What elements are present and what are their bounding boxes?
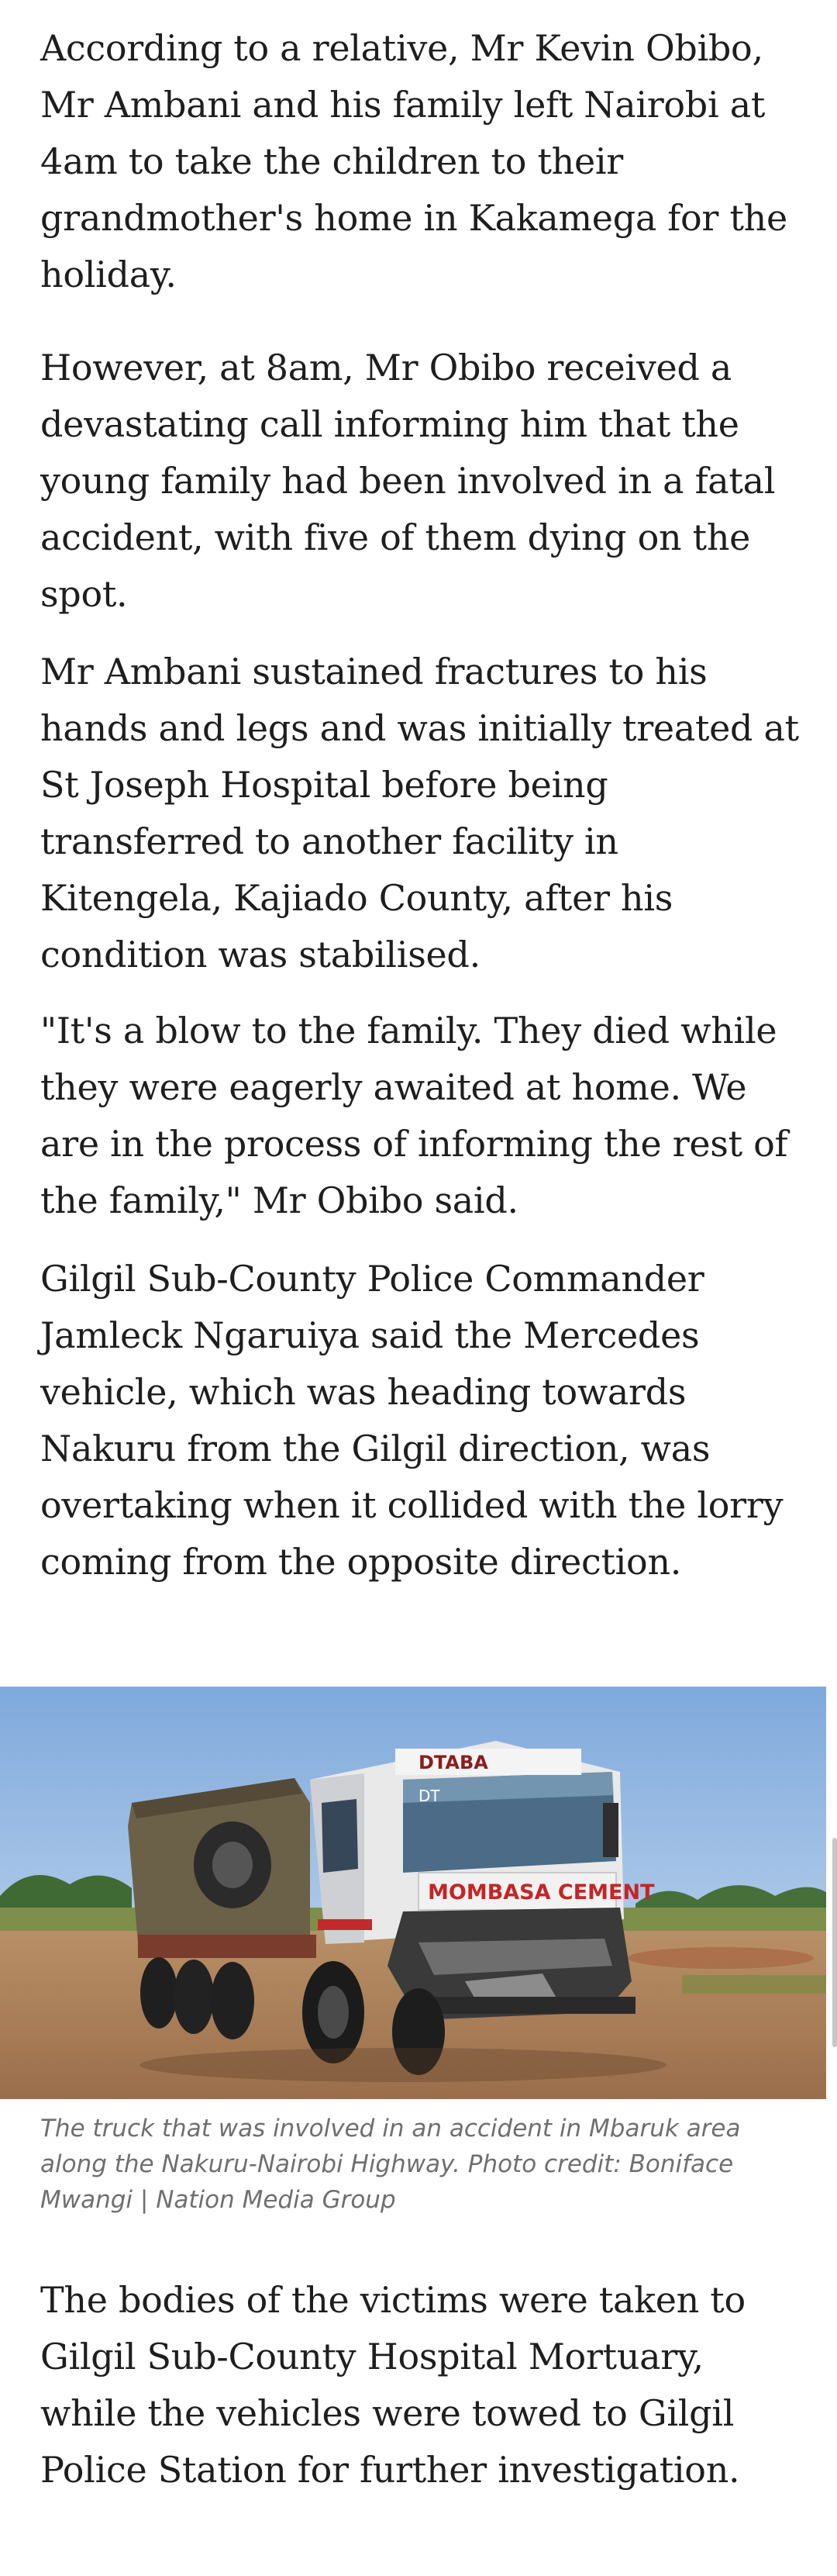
truck-sign-text: MOMBASA CEMENT [428,1880,655,1904]
article-paragraph: Gilgil Sub-County Police Commander Jamleck Ngaruiya said the Mercedes vehicle, which was heading towards Nakuru from the Gilgil direction, was overtaking when it collided with the lorry coming from the opposite direction. [40,1258,784,1583]
article-paragraph: The bodies of the victims were taken to Gilgil Sub-County Hospital Mortuary, while the vehicles were towed to Gilgil Police Station for further investigation. [40,2279,746,2491]
scrollbar-thumb[interactable] [832,1838,837,2047]
truck-roof-text: DTABA [418,1752,488,1773]
article-paragraph: However, at 8am, Mr Obibo received a devastating call informing him that the young family had been involved in a fatal accident, with five of them dying on the spot. [40,347,776,615]
article-paragraph: "It's a blow to the family. They died while they were eagerly awaited at home. We are in the process of informing the rest of the family," Mr Obibo said. [40,1010,788,1221]
photo-caption: The truck that was involved in an accident in Mbaruk area along the Nakuru-Nairobi Highway. Photo credit: Boniface Mwangi | Nation Media Group [40,2115,741,2214]
truck-photo-illustration [0,1687,826,2099]
article-paragraph: According to a relative, Mr Kevin Obibo, Mr Ambani and his family left Nairobi at 4am to take the children to their grandmother's home in Kakamega for the holiday. [40,27,787,295]
article-photo[interactable] [0,1687,826,2099]
truck-windshield-text: DT [418,1787,440,1805]
article-paragraph: Mr Ambani sustained fractures to his hands and legs and was initially treated at St Joseph Hospital before being transferred to another facility in Kitengela, Kajiado County, after his condition was stabilised. [40,651,799,975]
